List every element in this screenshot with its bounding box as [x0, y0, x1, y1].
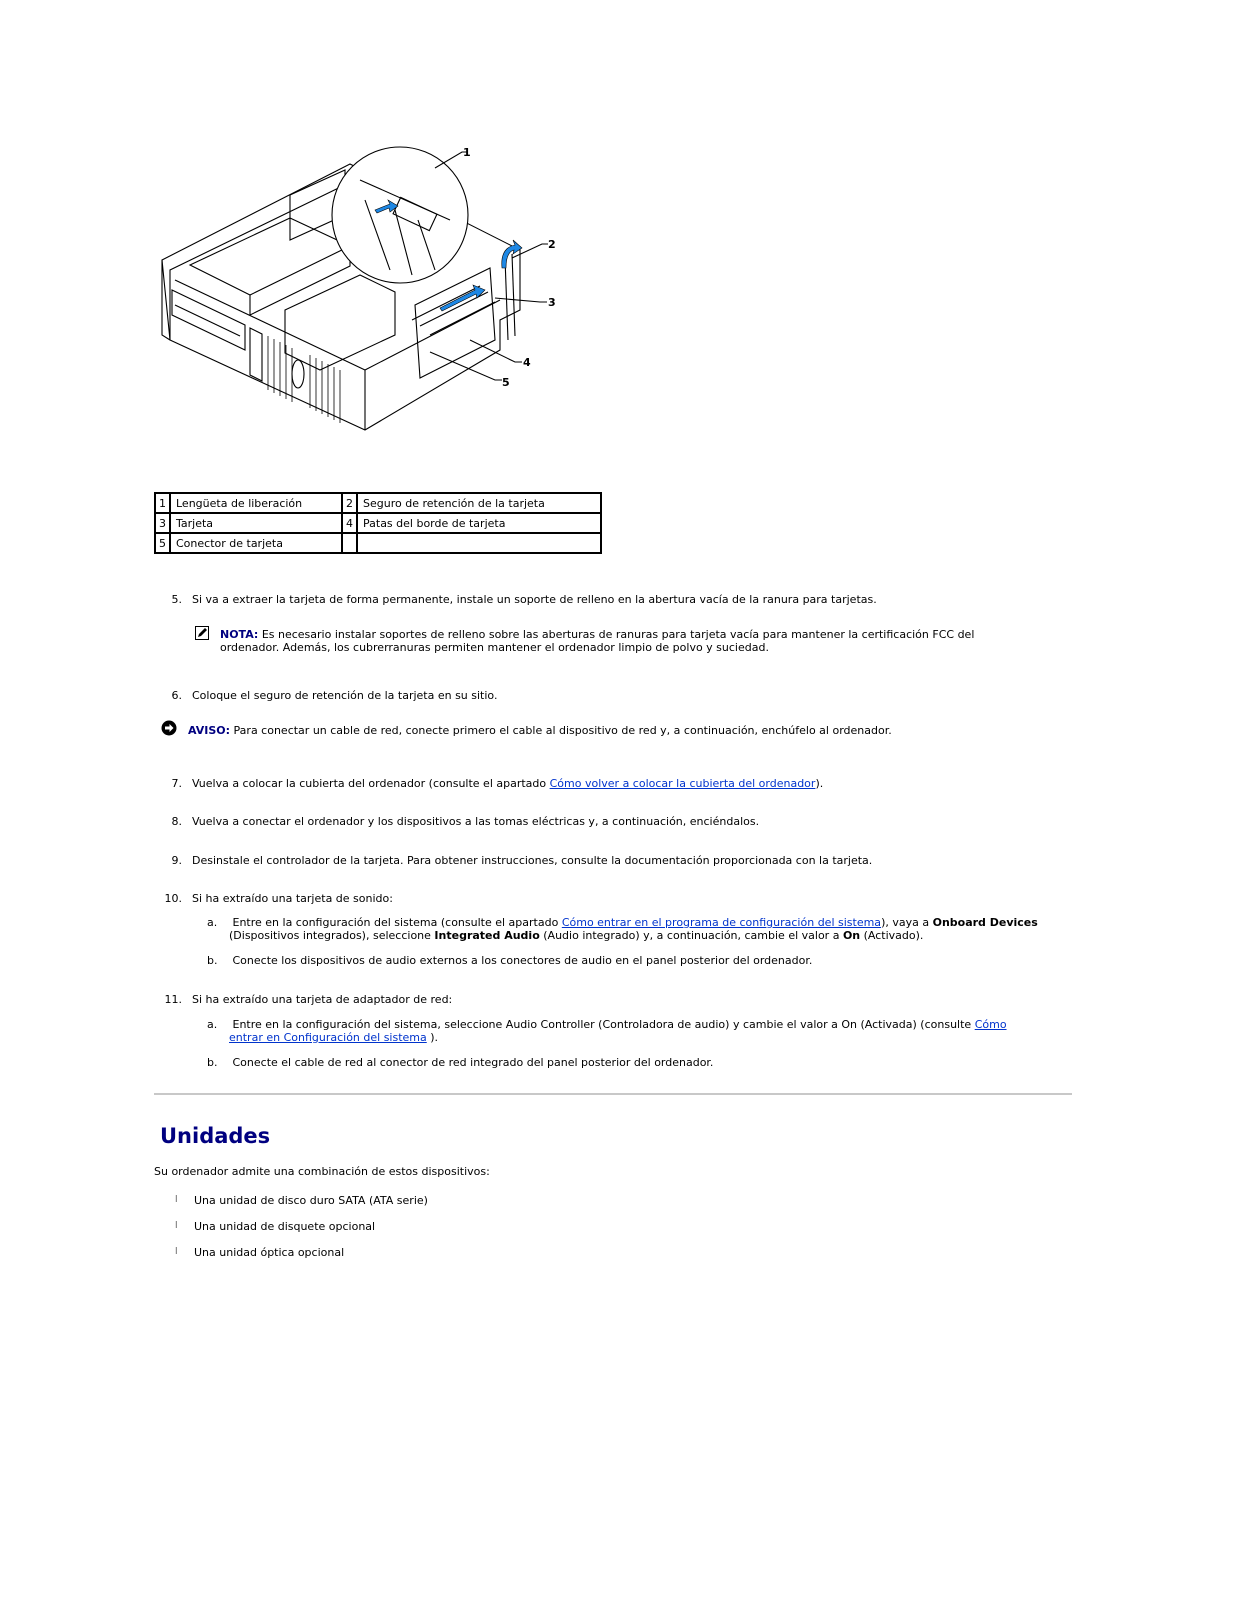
step-text-end: ). — [815, 777, 824, 790]
step-number: 5. — [171, 593, 182, 606]
table-row — [155, 493, 601, 513]
callout-number: 3 — [155, 513, 170, 533]
callout-number — [342, 533, 357, 553]
step-10 — [164, 892, 393, 905]
step-number: 8. — [171, 815, 182, 828]
svg-text:5: 5 — [502, 376, 510, 389]
step-7 — [171, 777, 824, 790]
substep-letter: b. — [207, 954, 218, 967]
callout-label: Seguro de retención de la tarjeta — [357, 493, 601, 513]
setup-program-link[interactable]: Cómo entrar en el programa de configuración del sistema — [561, 916, 882, 929]
note-text: Es necesario instalar soportes de relleno sobre las aberturas de ranuras para tarjeta vacía para mantener la certificación FCC del — [258, 628, 975, 641]
step-5 — [171, 593, 877, 606]
callout-table — [154, 492, 602, 554]
step-11 — [164, 993, 453, 1006]
notice — [188, 724, 1088, 737]
section-divider — [154, 1093, 1072, 1095]
callout-label — [357, 533, 601, 553]
substep-text-line2-end: (Activado). — [860, 929, 924, 942]
note-text-2: ordenador. Además, los cubrerranuras permiten mantener el ordenador limpio de polvo y suciedad. — [220, 641, 769, 654]
callout-label: Lengüeta de liberación — [170, 493, 342, 513]
callout-number: 1 — [155, 493, 170, 513]
callout-label: Patas del borde de tarjeta — [357, 513, 601, 533]
substep-text-line2: (Dispositivos integrados), seleccione — [229, 929, 435, 942]
note — [220, 628, 1050, 654]
table-row — [155, 513, 601, 533]
substep-text-line2-mid: (Audio integrado) y, a continuación, cambie el valor a — [539, 929, 843, 942]
svg-text:2: 2 — [548, 238, 556, 251]
substep-text: Entre en la configuración del sistema, seleccione Audio Controller (Controladora de audio) y cambie el valor a On (Activada) (consulte — [232, 1018, 975, 1031]
substep-text: Conecte el cable de red al conector de red integrado del panel posterior del ordenador. — [232, 1056, 714, 1069]
step-10-a — [207, 916, 1079, 942]
step-text: Desinstale el controlador de la tarjeta. Para obtener instrucciones, consulte la documentación proporcionada con la tarjeta. — [192, 854, 873, 867]
step-10-b — [207, 954, 813, 967]
callout-label: Tarjeta — [170, 513, 342, 533]
step-text: Si ha extraído una tarjeta de adaptador de red: — [192, 993, 453, 1006]
step-6 — [171, 689, 498, 702]
list-item: Una unidad de disco duro SATA (ATA serie) — [194, 1194, 428, 1207]
callout-number: 5 — [155, 533, 170, 553]
substep-letter: a. — [207, 1018, 218, 1031]
step-number: 10. — [164, 892, 182, 905]
replace-cover-link[interactable]: Cómo volver a colocar la cubierta del ordenador — [549, 777, 816, 790]
onboard-devices-text: Onboard Devices — [932, 916, 1038, 929]
substep-text-mid: ), vaya a — [881, 916, 933, 929]
notice-label: AVISO: — [188, 724, 231, 737]
bullet-icon: l — [175, 1195, 178, 1205]
step-number: 6. — [171, 689, 182, 702]
step-11-b — [207, 1056, 714, 1069]
step-8 — [171, 815, 760, 828]
list-item: Una unidad de disquete opcional — [194, 1220, 376, 1233]
svg-text:3: 3 — [548, 296, 556, 309]
setup-link-part1[interactable]: Cómo — [974, 1018, 1007, 1031]
list-item: Una unidad óptica opcional — [194, 1246, 345, 1259]
svg-text:1: 1 — [463, 146, 471, 159]
step-9 — [171, 854, 873, 867]
section-intro: Su ordenador admite una combinación de estos dispositivos: — [154, 1165, 490, 1178]
step-text: Vuelva a conectar el ordenador y los dispositivos a las tomas eléctricas y, a continuación, enciéndalos. — [192, 815, 760, 828]
substep-text-end: ). — [426, 1031, 439, 1044]
substep-text: Entre en la configuración del sistema (consulte el apartado — [232, 916, 562, 929]
step-text: Si ha extraído una tarjeta de sonido: — [192, 892, 393, 905]
table-row — [155, 533, 601, 553]
step-11-a — [207, 1018, 1079, 1044]
substep-letter: a. — [207, 916, 218, 929]
bullet-icon: l — [175, 1221, 178, 1231]
step-text: Si va a extraer la tarjeta de forma permanente, instale un soporte de relleno en la abertura vacía de la ranura para tarjetas. — [192, 593, 877, 606]
step-text: Vuelva a colocar la cubierta del ordenador (consulte el apartado — [192, 777, 550, 790]
step-number: 9. — [171, 854, 182, 867]
notice-arrow-icon — [161, 720, 177, 736]
bullet-icon: l — [175, 1247, 178, 1257]
section-heading: Unidades — [160, 1124, 271, 1148]
substep-letter: b. — [207, 1056, 218, 1069]
note-pencil-icon — [195, 626, 209, 640]
callout-label: Conector de tarjeta — [170, 533, 342, 553]
note-label: NOTA: — [220, 628, 259, 641]
callout-number: 2 — [342, 493, 357, 513]
step-number: 7. — [171, 777, 182, 790]
svg-text:4: 4 — [523, 356, 531, 369]
on-value-text: On — [842, 929, 861, 942]
step-number: 11. — [164, 993, 182, 1006]
integrated-audio-text: Integrated Audio — [434, 929, 540, 942]
notice-text: Para conectar un cable de red, conecte primero el cable al dispositivo de red y, a continuación, enchúfelo al ordenador. — [230, 724, 892, 737]
step-text: Coloque el seguro de retención de la tarjeta en su sitio. — [192, 689, 498, 702]
callout-number: 4 — [342, 513, 357, 533]
card-removal-illustration — [150, 140, 570, 450]
substep-text: Conecte los dispositivos de audio externos a los conectores de audio en el panel posterior del ordenador. — [232, 954, 813, 967]
setup-link-part2[interactable]: entrar en Configuración del sistema — [229, 1031, 427, 1044]
